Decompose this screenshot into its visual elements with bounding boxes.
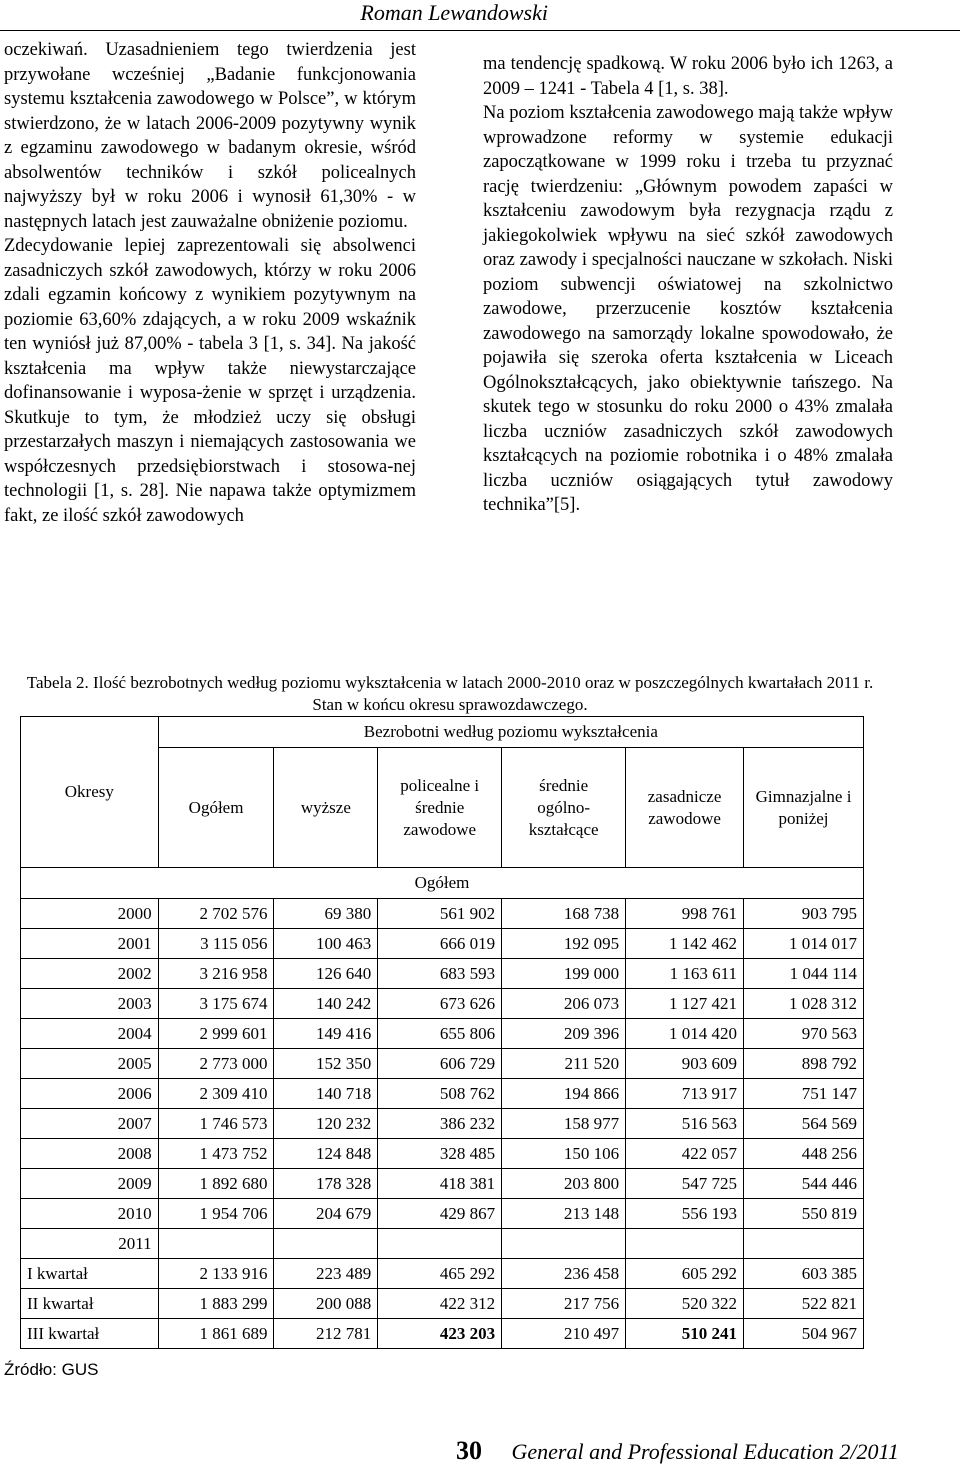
value-cell: 465 292 bbox=[378, 1259, 502, 1289]
table-row bbox=[21, 1019, 864, 1049]
value-cell: 510 241 bbox=[626, 1319, 744, 1349]
value-cell: 2 702 576 bbox=[158, 899, 274, 929]
table-row bbox=[21, 1259, 864, 1289]
value-cell: 1 014 420 bbox=[626, 1019, 744, 1049]
value-cell: 209 396 bbox=[502, 1019, 626, 1049]
column-header: zasadnicze zawodowe bbox=[626, 748, 744, 868]
period-cell: I kwartał bbox=[21, 1259, 159, 1289]
table-body bbox=[21, 899, 864, 1349]
value-cell: 751 147 bbox=[744, 1079, 864, 1109]
table-row bbox=[21, 1079, 864, 1109]
value-cell bbox=[158, 1229, 274, 1259]
value-cell: 124 848 bbox=[274, 1139, 378, 1169]
table-row bbox=[21, 899, 864, 929]
page-footer bbox=[456, 1436, 899, 1466]
value-cell: 547 725 bbox=[626, 1169, 744, 1199]
period-cell: 2006 bbox=[21, 1079, 159, 1109]
value-cell: 140 242 bbox=[274, 989, 378, 1019]
value-cell: 126 640 bbox=[274, 959, 378, 989]
value-cell: 422 312 bbox=[378, 1289, 502, 1319]
value-cell bbox=[626, 1229, 744, 1259]
value-cell bbox=[744, 1229, 864, 1259]
value-cell: 423 203 bbox=[378, 1319, 502, 1349]
value-cell: 3 216 958 bbox=[158, 959, 274, 989]
period-cell: 2007 bbox=[21, 1109, 159, 1139]
left-column bbox=[4, 38, 416, 528]
page-number: 30 bbox=[456, 1436, 482, 1465]
value-cell: 1 014 017 bbox=[744, 929, 864, 959]
value-cell: 605 292 bbox=[626, 1259, 744, 1289]
value-cell: 2 309 410 bbox=[158, 1079, 274, 1109]
value-cell: 422 057 bbox=[626, 1139, 744, 1169]
value-cell: 1 142 462 bbox=[626, 929, 744, 959]
value-cell: 556 193 bbox=[626, 1199, 744, 1229]
table-row bbox=[21, 1229, 864, 1259]
value-cell: 212 781 bbox=[274, 1319, 378, 1349]
value-cell: 2 999 601 bbox=[158, 1019, 274, 1049]
value-cell: 200 088 bbox=[274, 1289, 378, 1319]
value-cell: 508 762 bbox=[378, 1079, 502, 1109]
period-cell: 2004 bbox=[21, 1019, 159, 1049]
value-cell: 713 917 bbox=[626, 1079, 744, 1109]
value-cell: 194 866 bbox=[502, 1079, 626, 1109]
value-cell: 149 416 bbox=[274, 1019, 378, 1049]
header-rule bbox=[0, 30, 960, 31]
running-head: Roman Lewandowski bbox=[360, 0, 548, 25]
value-cell: 1 892 680 bbox=[158, 1169, 274, 1199]
unemployment-table bbox=[20, 716, 864, 1349]
value-cell: 520 322 bbox=[626, 1289, 744, 1319]
period-cell: 2000 bbox=[21, 899, 159, 929]
value-cell: 199 000 bbox=[502, 959, 626, 989]
value-cell: 666 019 bbox=[378, 929, 502, 959]
value-cell: 178 328 bbox=[274, 1169, 378, 1199]
table-row bbox=[21, 959, 864, 989]
period-cell: II kwartał bbox=[21, 1289, 159, 1319]
value-cell: 418 381 bbox=[378, 1169, 502, 1199]
right-paragraph-2: Na poziom kształcenia zawodowego mają także wpływ wprowadzone reformy w systemie edukacji zapoczątkowane w 1999 roku i trzeba tu przyznać rację twierdzeniu: „Głównym powodem zapaści w kształceniu zawodowym była rezygnacja rządu z jakiegokolwiek wpływu na sieć szkół zawodowych oraz zawody i specjalności nauczane w szkołach. Niski poziom subwencji oświatowej na szkolnictwo zawodowe, przerzucenie kosztów kształcenia zawodowego na samorządy lokalne spowodowało, że pojawiła się szeroka oferta kształcenia w Liceach Ogólnokształcących, jako obiektywnie tańszego. Na skutek tego w stosunku do roku 2000 o 43% zmalała liczba uczniów zasadniczych szkół zawodowych kształcących na poziomie robotnika i o 48% zmalała liczba uczniów osiągających tytuł zawodowy technika”[5]. bbox=[483, 103, 893, 515]
table-row bbox=[21, 1049, 864, 1079]
period-cell: 2011 bbox=[21, 1229, 159, 1259]
value-cell: 522 821 bbox=[744, 1289, 864, 1319]
value-cell: 561 902 bbox=[378, 899, 502, 929]
value-cell: 448 256 bbox=[744, 1139, 864, 1169]
period-cell: 2009 bbox=[21, 1169, 159, 1199]
table-row bbox=[21, 989, 864, 1019]
column-header: średnie ogólno-kształcące bbox=[502, 748, 626, 868]
value-cell bbox=[378, 1229, 502, 1259]
value-cell: 1 883 299 bbox=[158, 1289, 274, 1319]
period-cell: 2003 bbox=[21, 989, 159, 1019]
column-header: policealne i średnie zawodowe bbox=[378, 748, 502, 868]
value-cell: 1 954 706 bbox=[158, 1199, 274, 1229]
subheader: Ogółem bbox=[21, 868, 864, 899]
right-paragraph-1: ma tendencję spadkową. W roku 2006 było ich 1263, a 2009 – 1241 - Tabela 4 [1, s. 38]. bbox=[483, 54, 893, 99]
value-cell bbox=[274, 1229, 378, 1259]
left-paragraph-1: oczekiwań. Uzasadnieniem tego twierdzenia jest przywołane wcześniej „Badanie funkcjonowania systemu kształcenia zawodowego w Polsce”, w którym stwierdzono, że w latach 2006-2009 pozytywny wynik z egzaminu zawodowego w badanym okresie, wśród absolwentów techników i szkół policealnych najwyższy był w roku 2006 i wynosił 61,30% - w następnych latach jest zauważalne obniżenie poziomu. bbox=[4, 40, 416, 232]
value-cell: 603 385 bbox=[744, 1259, 864, 1289]
value-cell: 2 133 916 bbox=[158, 1259, 274, 1289]
table-row bbox=[21, 1289, 864, 1319]
value-cell: 673 626 bbox=[378, 989, 502, 1019]
value-cell: 1 044 114 bbox=[744, 959, 864, 989]
period-cell: 2008 bbox=[21, 1139, 159, 1169]
value-cell: 1 861 689 bbox=[158, 1319, 274, 1349]
value-cell: 120 232 bbox=[274, 1109, 378, 1139]
value-cell: 152 350 bbox=[274, 1049, 378, 1079]
table-row bbox=[21, 1139, 864, 1169]
value-cell: 564 569 bbox=[744, 1109, 864, 1139]
value-cell: 210 497 bbox=[502, 1319, 626, 1349]
table-caption: Tabela 2. Ilość bezrobotnych według poziomu wykształcenia w latach 2000-2010 oraz w poszczególnych kwartałach 2011 r. Stan w końcu okresu sprawozdawczego. bbox=[26, 673, 874, 714]
period-cell: 2001 bbox=[21, 929, 159, 959]
value-cell: 683 593 bbox=[378, 959, 502, 989]
value-cell: 903 795 bbox=[744, 899, 864, 929]
value-cell: 217 756 bbox=[502, 1289, 626, 1319]
value-cell: 223 489 bbox=[274, 1259, 378, 1289]
value-cell: 3 175 674 bbox=[158, 989, 274, 1019]
value-cell: 69 380 bbox=[274, 899, 378, 929]
table-row bbox=[21, 1169, 864, 1199]
table-row bbox=[21, 1319, 864, 1349]
value-cell: 970 563 bbox=[744, 1019, 864, 1049]
value-cell: 504 967 bbox=[744, 1319, 864, 1349]
source-note: Źródło: GUS bbox=[4, 1360, 99, 1379]
value-cell: 1 473 752 bbox=[158, 1139, 274, 1169]
value-cell: 100 463 bbox=[274, 929, 378, 959]
value-cell: 3 115 056 bbox=[158, 929, 274, 959]
value-cell: 606 729 bbox=[378, 1049, 502, 1079]
value-cell: 1 746 573 bbox=[158, 1109, 274, 1139]
value-cell: 2 773 000 bbox=[158, 1049, 274, 1079]
value-cell: 1 127 421 bbox=[626, 989, 744, 1019]
period-cell: 2010 bbox=[21, 1199, 159, 1229]
column-header: wyższe bbox=[274, 748, 378, 868]
value-cell: 140 718 bbox=[274, 1079, 378, 1109]
value-cell: 903 609 bbox=[626, 1049, 744, 1079]
column-header: Ogółem bbox=[158, 748, 274, 868]
table-row bbox=[21, 1109, 864, 1139]
period-cell: 2002 bbox=[21, 959, 159, 989]
value-cell: 550 819 bbox=[744, 1199, 864, 1229]
value-cell: 204 679 bbox=[274, 1199, 378, 1229]
left-paragraph-2: Zdecydowanie lepiej zaprezentowali się absolwenci zasadniczych szkół zawodowych, którzy w roku 2006 zdali egzamin końcowy z wynikiem pozytywnym na poziomie 63,60% zdających, a w roku 2009 wskaźnik ten wyniósł już 87,00% - tabela 3 [1, s. 34]. Na jakość kształcenia ma wpływ także niewystarczające dofinansowanie i wyposa-żenie w sprzęt i urządzenia. Skutkuje to tym, że młodzież uczy się obsługi przestarzałych maszyn i niemających zastosowania we współczesnych przedsiębiorstwach i stosowa-nej technologii [1, s. 28]. Nie napawa także optymizmem fakt, ze ilość szkół zawodowych bbox=[4, 236, 416, 526]
journal-name: General and Professional Education 2/2011 bbox=[511, 1439, 899, 1464]
value-cell: 328 485 bbox=[378, 1139, 502, 1169]
value-cell: 544 446 bbox=[744, 1169, 864, 1199]
value-cell: 168 738 bbox=[502, 899, 626, 929]
value-cell bbox=[502, 1229, 626, 1259]
value-cell: 211 520 bbox=[502, 1049, 626, 1079]
value-cell: 998 761 bbox=[626, 899, 744, 929]
value-cell: 213 148 bbox=[502, 1199, 626, 1229]
period-cell: 2005 bbox=[21, 1049, 159, 1079]
period-header: Okresy bbox=[21, 717, 159, 868]
value-cell: 236 458 bbox=[502, 1259, 626, 1289]
value-cell: 898 792 bbox=[744, 1049, 864, 1079]
table-row bbox=[21, 1199, 864, 1229]
value-cell: 150 106 bbox=[502, 1139, 626, 1169]
value-cell: 386 232 bbox=[378, 1109, 502, 1139]
value-cell: 429 867 bbox=[378, 1199, 502, 1229]
value-cell: 192 095 bbox=[502, 929, 626, 959]
value-cell: 1 163 611 bbox=[626, 959, 744, 989]
value-cell: 158 977 bbox=[502, 1109, 626, 1139]
value-cell: 655 806 bbox=[378, 1019, 502, 1049]
table-row bbox=[21, 929, 864, 959]
value-cell: 203 800 bbox=[502, 1169, 626, 1199]
period-cell: III kwartał bbox=[21, 1319, 159, 1349]
value-cell: 206 073 bbox=[502, 989, 626, 1019]
column-header: Gimnazjalne i poniżej bbox=[744, 748, 864, 868]
right-column bbox=[483, 52, 893, 518]
value-cell: 1 028 312 bbox=[744, 989, 864, 1019]
value-cell: 516 563 bbox=[626, 1109, 744, 1139]
group-header: Bezrobotni według poziomu wykształcenia bbox=[158, 717, 863, 748]
